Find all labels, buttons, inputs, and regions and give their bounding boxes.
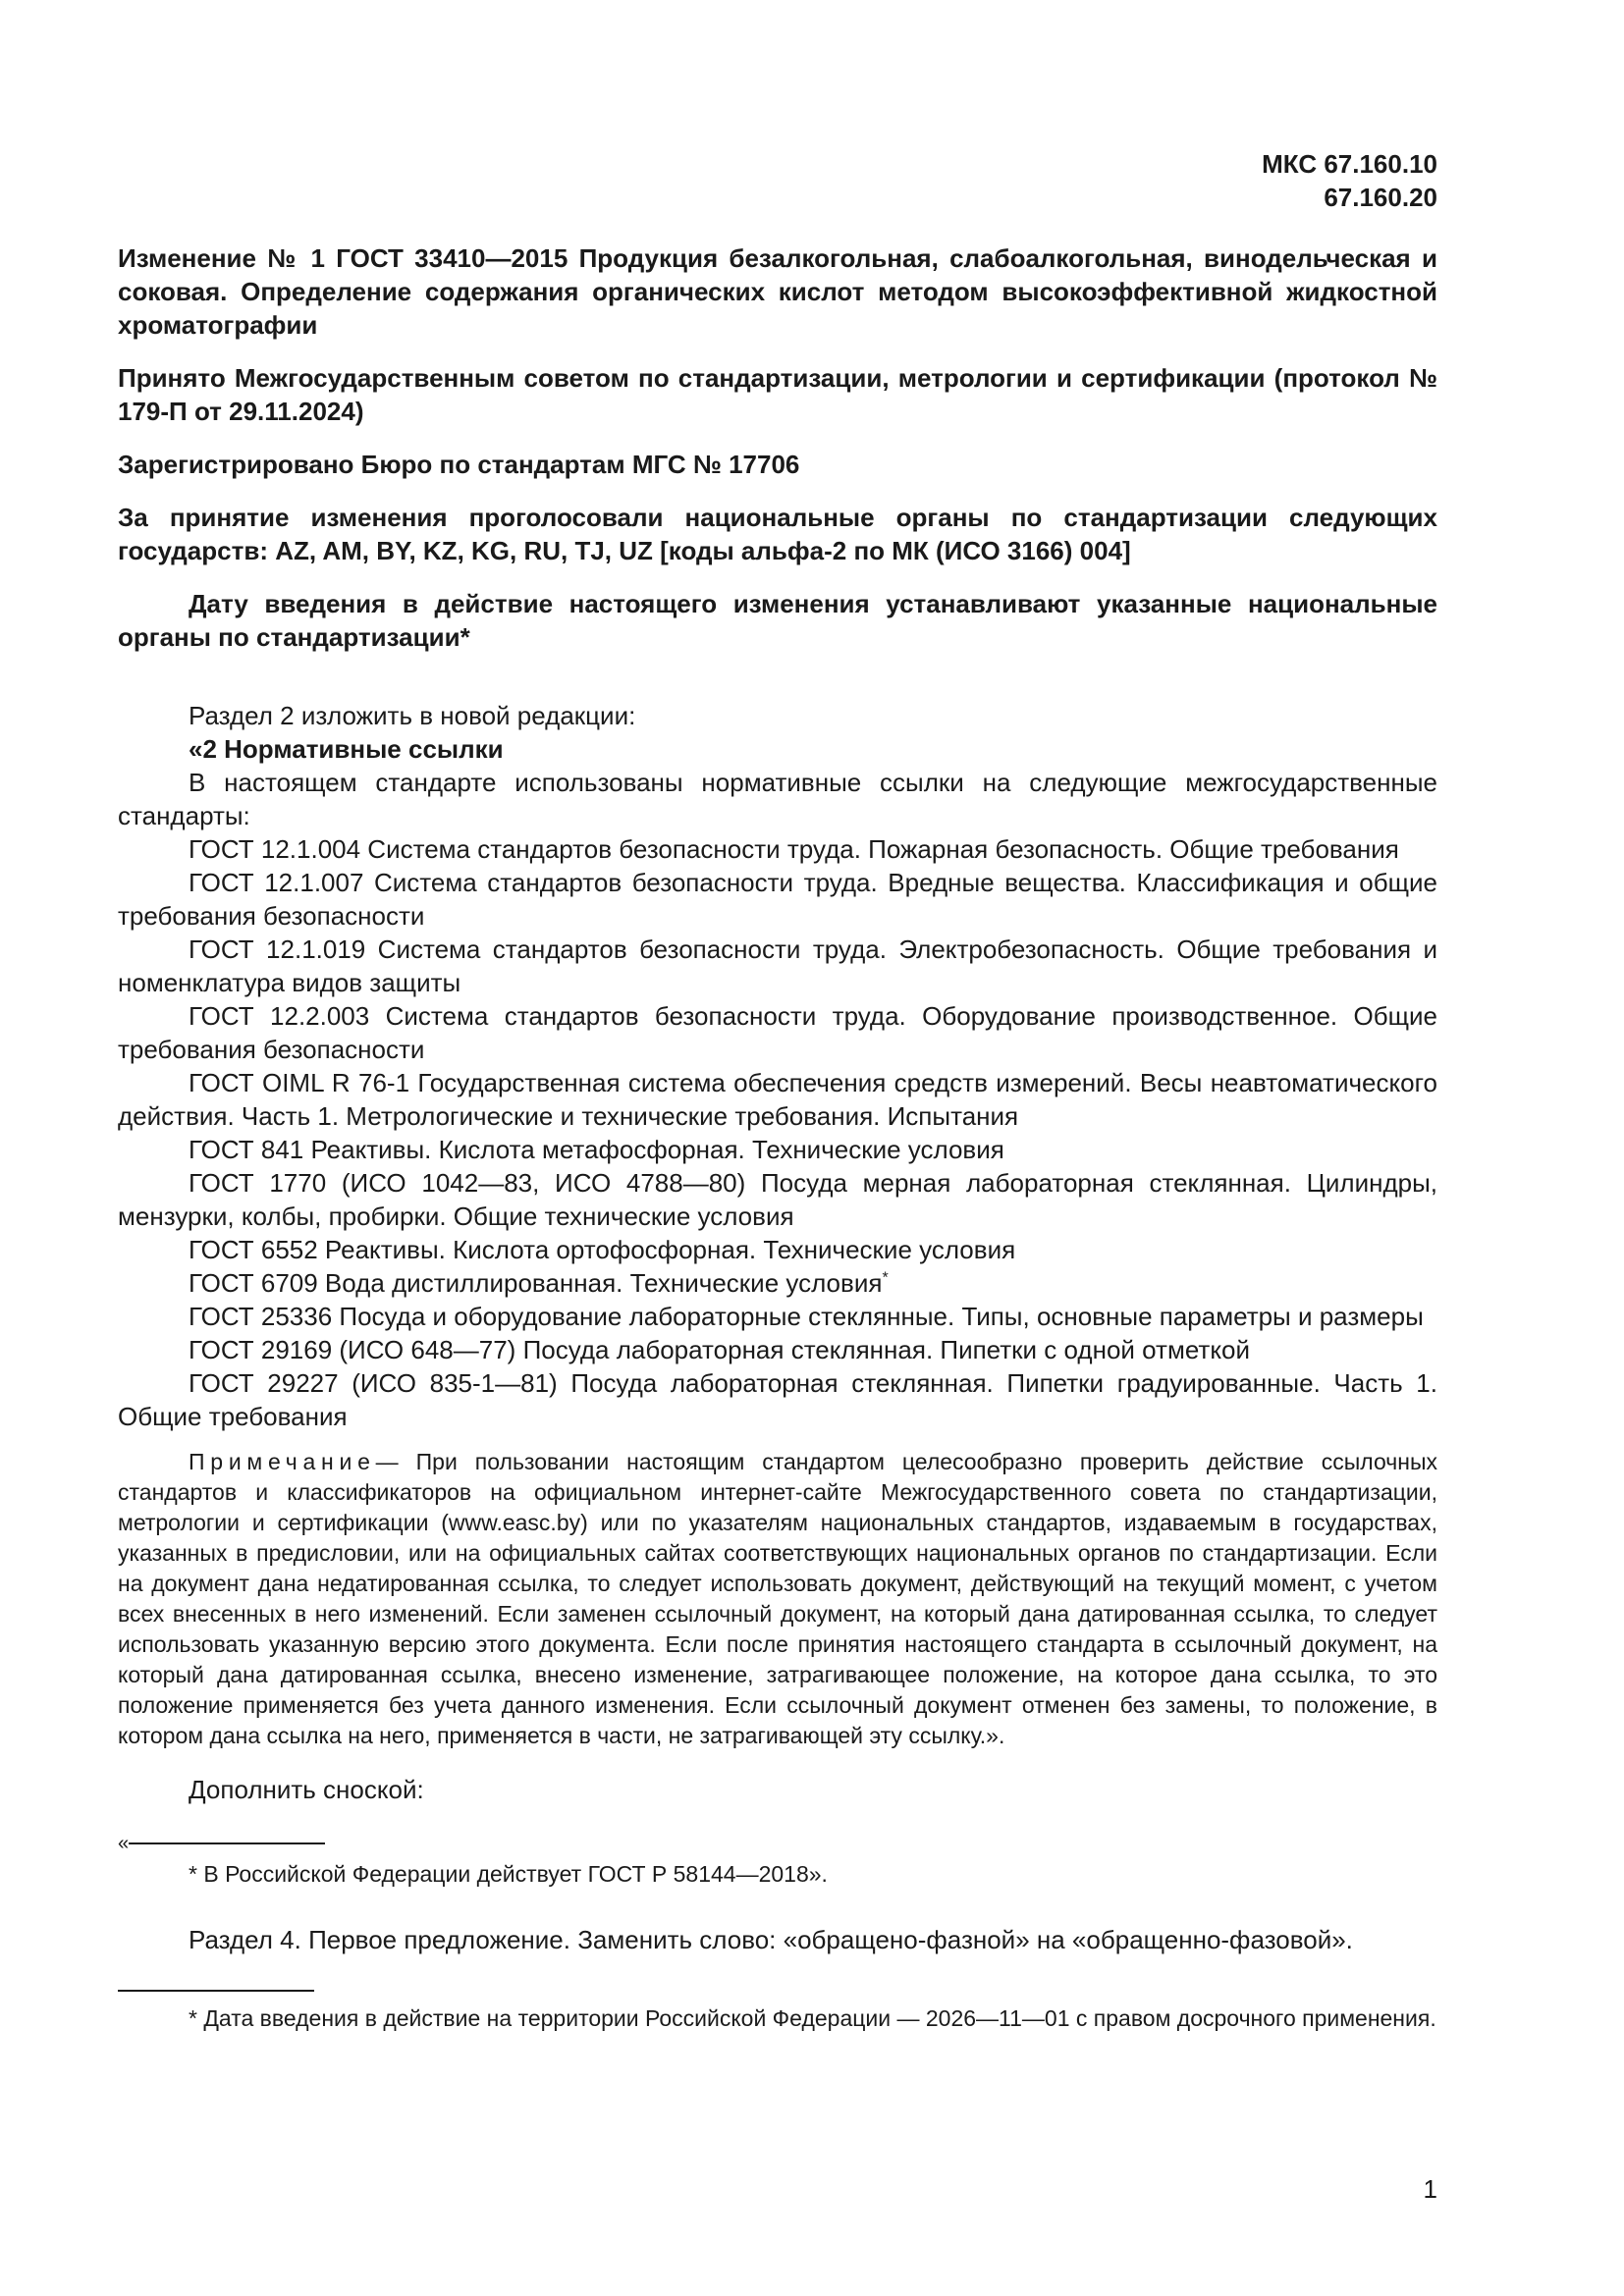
note-paragraph (118, 1447, 1437, 1751)
registered-statement: Зарегистрировано Бюро по стандартам МГС № 17706 (118, 450, 800, 479)
reference-item: ГОСТ 12.2.003 Система стандартов безопасности труда. Оборудование производственное. Общие требования безопасности (118, 1001, 1437, 1064)
quote-open: « (189, 734, 203, 764)
note-text: — При пользовании настоящим стандартом целесообразно проверить действие ссылочных стандартов и классификаторов на официальном интернет-сайте Межгосударственного совета по стандартизации, метрологии и сертификации (www.easc.by) или по указателям национальных стандартов, издаваемым в государствах, указанных в предисловии, или на официальных сайтах соответствующих национальных органов по стандартизации. Если на документ дана недатированная ссылка, то следует использовать документ, действующий на текущий момент, с учетом всех внесенных в него изменений. Если заменен ссылочный документ, на который дана датированная ссылка, то следует использовать указанную версию этого документа. Если после принятия настоящего стандарта в ссылочный документ, на который дана датированная ссылка, внесено изменение, затрагивающее положение, на которое дана ссылка, то это положение применяется без учета данного изменения. Если ссылочный документ отменен без замены, то положение, в котором дана ссылка на него, применяется в части, не затрагивающей эту ссылку.». (118, 1449, 1437, 1748)
quoted-footnote-rule (118, 1834, 1437, 1853)
page-footnote-divider (118, 1990, 314, 1992)
mks-line-2: 67.160.20 (1324, 183, 1437, 212)
footnote-instruction: Дополнить сноской: (189, 1775, 424, 1804)
footnote-divider (129, 1842, 325, 1844)
document-page (118, 147, 1437, 2034)
note-label: Примечание (189, 1449, 376, 1474)
section2-instruction: Раздел 2 изложить в новой редакции: (189, 701, 636, 730)
reference-item: ГОСТ 6709 Вода дистиллированная. Технические условия (189, 1268, 883, 1298)
amendment-title: Изменение № 1 ГОСТ 33410—2015 Продукция безалкогольная, слабоалкогольная, винодельческая и соковая. Определение содержания органических кислот методом высокоэффективной жидкостной хроматографии (118, 243, 1437, 340)
reference-item: ГОСТ 12.1.007 Система стандартов безопасности труда. Вредные вещества. Классификация и общие требования безопасности (118, 868, 1437, 931)
section2-lead: В настоящем стандарте использованы нормативные ссылки на следующие межгосударственные стандарты: (118, 768, 1437, 830)
page-footnote-text: * Дата введения в действие на территории Российской Федерации — 2026—11—01 с правом досрочного применения. (189, 2005, 1436, 2031)
page-number: 1 (1423, 2174, 1437, 2204)
reference-item: ГОСТ 841 Реактивы. Кислота метафосфорная. Технические условия (189, 1135, 1004, 1164)
reference-list (118, 832, 1437, 1433)
section-heading: 2 Нормативные ссылки (202, 734, 504, 764)
date-introduction: Дату введения в действие настоящего изменения устанавливают указанные национальные органы по стандартизации* (118, 589, 1437, 652)
mks-codes (118, 147, 1437, 214)
reference-item: ГОСТ 12.1.019 Система стандартов безопасности труда. Электробезопасность. Общие требования и номенклатура видов защиты (118, 934, 1437, 997)
reference-item: ГОСТ 29227 (ИСО 835-1—81) Посуда лабораторная стеклянная. Пипетки градуированные. Часть 1. Общие требования (118, 1368, 1437, 1431)
mks-line-1: МКС 67.160.10 (1262, 149, 1437, 179)
added-footnote-text: * В Российской Федерации действует ГОСТ Р 58144—2018». (189, 1861, 828, 1887)
reference-item: ГОСТ 25336 Посуда и оборудование лабораторные стеклянные. Типы, основные параметры и размеры (189, 1302, 1424, 1331)
voted-statement: За принятие изменения проголосовали национальные органы по стандартизации следующих государств: AZ, AM, BY, KZ, KG, RU, TJ, UZ [коды альфа-2 по МК (ИСО 3166) 004] (118, 503, 1437, 565)
reference-item-with-marker (118, 1266, 1437, 1300)
adopted-statement: Принято Межгосударственным советом по стандартизации, метрологии и сертификации (протокол № 179-П от 29.11.2024) (118, 363, 1437, 426)
section4-instruction: Раздел 4. Первое предложение. Заменить слово: «обращено-фазной» на «обращенно-фазовой». (189, 1925, 1353, 1954)
reference-item: ГОСТ 29169 (ИСО 648—77) Посуда лабораторная стеклянная. Пипетки с одной отметкой (189, 1335, 1250, 1364)
reference-item: ГОСТ 1770 (ИСО 1042—83, ИСО 4788—80) Посуда мерная лабораторная стеклянная. Цилиндры, мензурки, колбы, пробирки. Общие технические условия (118, 1168, 1437, 1231)
reference-item: ГОСТ OIML R 76-1 Государственная система обеспечения средств измерений. Весы неавтоматического действия. Часть 1. Метрологические и технические требования. Испытания (118, 1068, 1437, 1131)
section2-heading (118, 732, 1437, 766)
reference-item: ГОСТ 12.1.004 Система стандартов безопасности труда. Пожарная безопасность. Общие требования (189, 834, 1399, 864)
reference-item: ГОСТ 6552 Реактивы. Кислота ортофосфорная. Технические условия (189, 1235, 1016, 1264)
quote-open-mark: « (118, 1833, 130, 1854)
footnote-marker: * (882, 1269, 889, 1287)
